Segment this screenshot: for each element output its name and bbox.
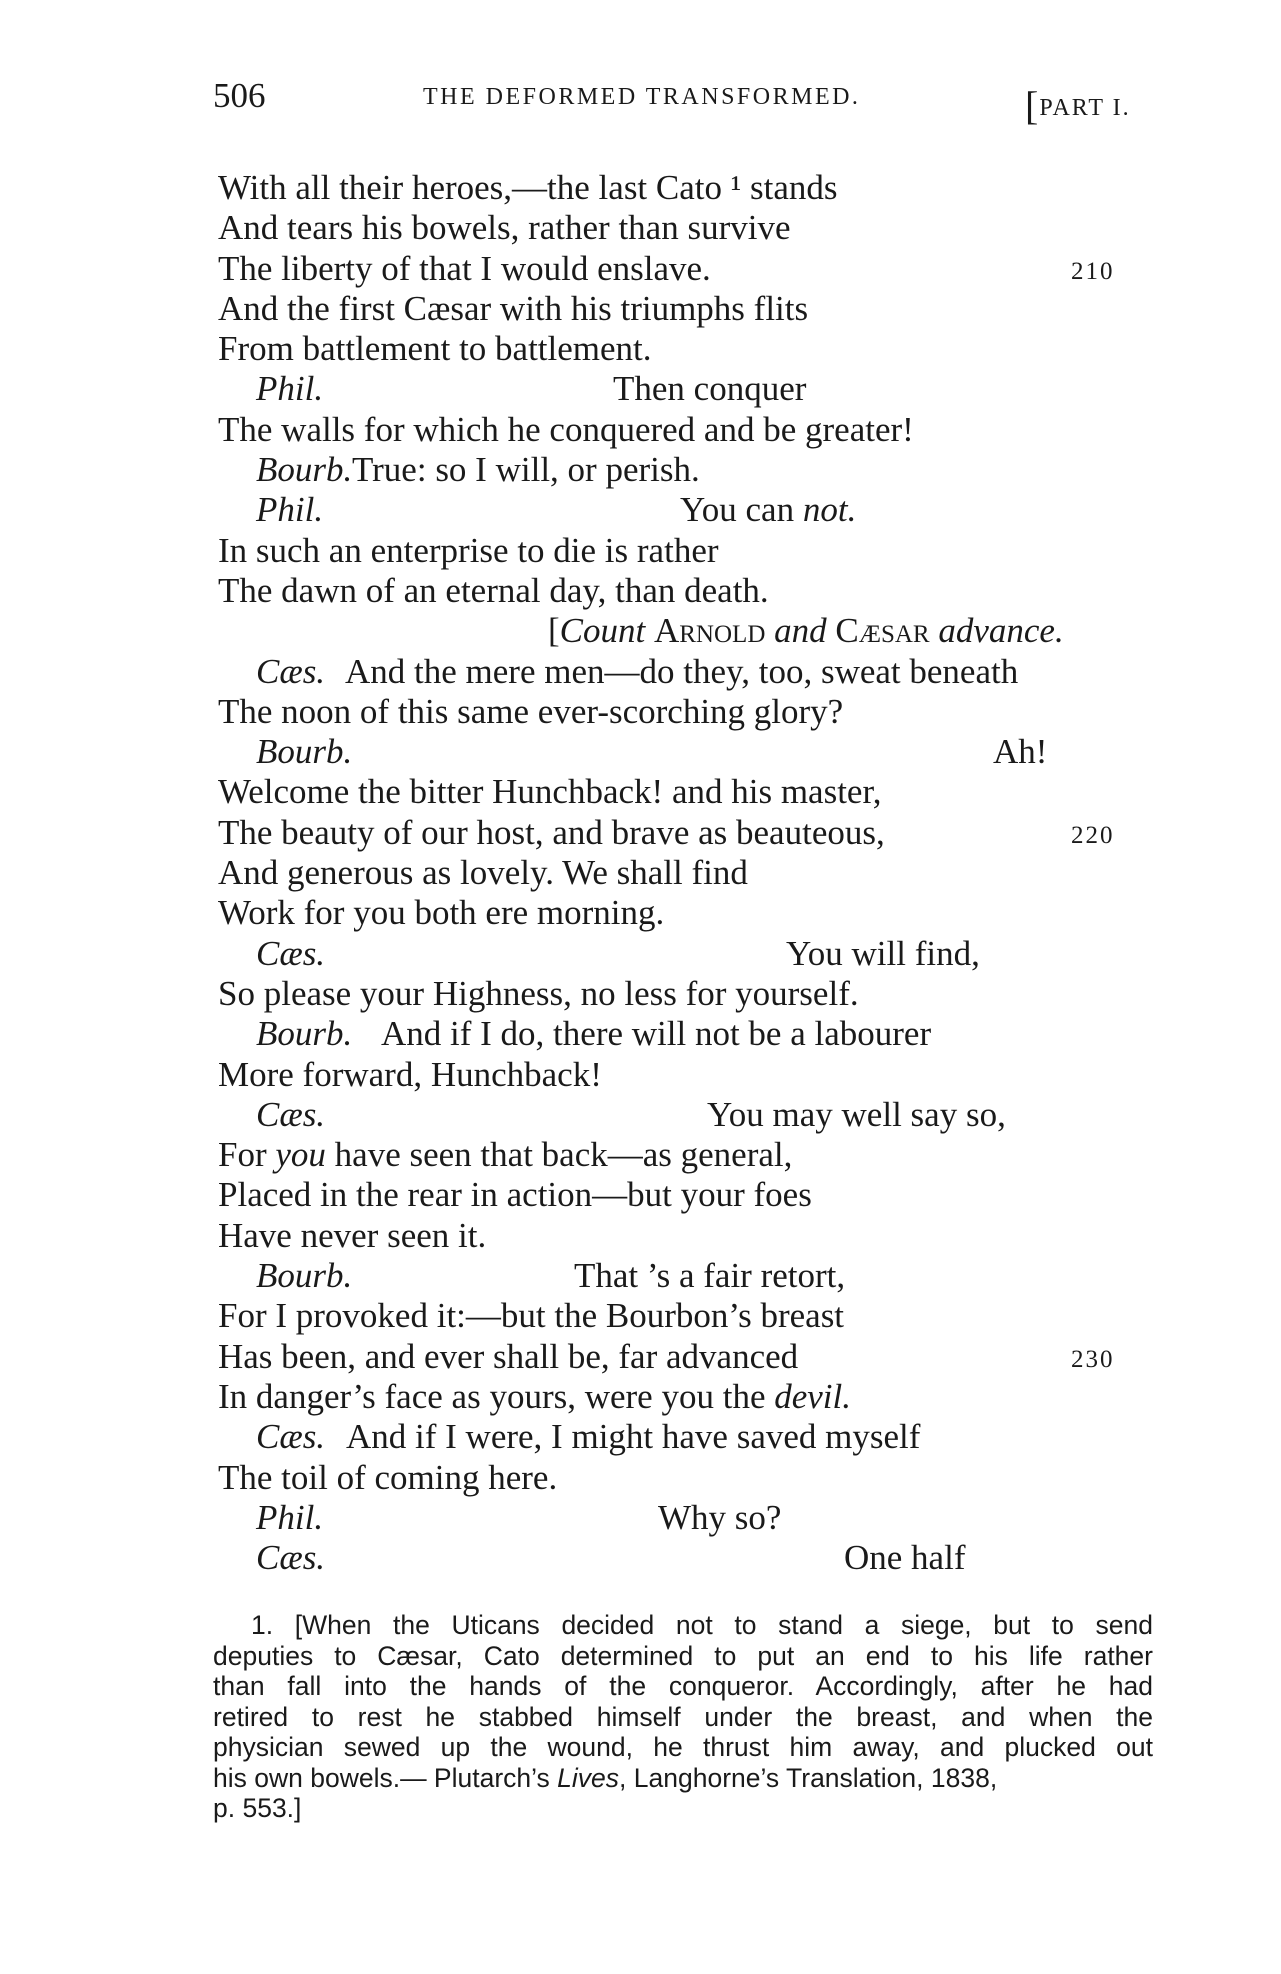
verse-line [218,893,1158,933]
verse-line [218,289,1158,329]
verse-line [218,772,1158,812]
footnote-line: physician sewed up the wound, he thrust him away, and plucked out [213,1732,1153,1762]
verse-line [218,1175,1158,1215]
character-name: Cæsar [835,611,930,651]
line-text: You will find, [786,933,980,973]
line-part: In danger’s face as yours, were you the [218,1376,775,1416]
speaker-name: Bourb. [256,1256,353,1296]
line-text: With all their heroes,—the last Cato ¹ stands [218,168,838,207]
line-text [218,1135,792,1175]
line-text: You may well say so, [707,1094,1006,1134]
emphasis: devil. [774,1376,852,1416]
speaker-name: Bourb. [256,450,353,490]
line-text: Placed in the rear in action—but your foes [218,1175,812,1215]
verse-line [218,168,1158,208]
line-text: And generous as lovely. We shall find [218,853,748,893]
verse-line [218,1135,1158,1175]
verse-line [218,369,1158,409]
speaker-name: Phil. [256,1497,324,1537]
speaker-name: Bourb. [256,732,353,772]
verse-line [218,1337,1158,1377]
page-number: 506 [213,76,266,115]
footnote [213,1610,1153,1824]
line-number: 210 [1071,257,1115,285]
line-part: have seen that back—as general, [325,1135,793,1175]
verse-line [218,1055,1158,1095]
footnote-title: Lives [557,1762,620,1793]
verse-line [218,692,1158,732]
verse-line [218,329,1158,369]
verse-line [218,853,1158,893]
line-text: That ’s a fair retort, [574,1256,846,1296]
footnote-line [213,1763,1153,1794]
line-text: The beauty of our host, and brave as beauteous, [218,812,885,852]
line-text: From battlement to battlement. [218,329,652,369]
line-number: 220 [1071,821,1115,849]
verse-line [218,652,1158,692]
direction-word: Count [559,611,646,651]
verse-line [218,732,1158,772]
line-text: The liberty of that I would enslave. [218,248,711,288]
verse-line [218,450,1158,490]
stage-direction [218,611,1158,651]
running-title: THE DEFORMED TRANSFORMED. [423,84,861,110]
speaker-name: Cæs. [256,933,326,973]
reply-part: You can [680,490,803,530]
footnote-line: deputies to Cæsar, Cato determined to put an end to his life rather [213,1640,1153,1671]
line-text: True: so I will, or perish. [352,450,700,490]
footnote-line: retired to rest he stabbed himself under the breast, and when the [213,1701,1153,1732]
line-text: And the mere men—do they, too, sweat beneath [345,651,1019,691]
direction-bracket: [ [548,611,560,651]
verse-line [218,934,1158,974]
verse-line [218,249,1158,289]
footnote-line: p. 553.] [213,1793,302,1823]
speaker-name: Bourb. [256,1014,353,1054]
verse-line [218,1538,1158,1578]
stage-direction-text [548,611,1064,651]
verse-line [218,1498,1158,1538]
verse-line [218,813,1158,853]
line-part: For [218,1135,276,1175]
speaker-name: Cæs. [256,1538,326,1578]
line-text: And if I were, I might have saved myself [346,1417,921,1457]
line-text: In such an enterprise to die is rather [218,530,719,570]
line-text [218,1377,851,1417]
verse-line [218,1095,1158,1135]
line-text: The noon of this same ever-scorching glory? [218,691,844,731]
speaker-name: Cæs. [256,651,326,691]
line-number: 230 [1071,1345,1115,1373]
line-text: And if I do, there will not be a labourer [381,1014,932,1054]
line-text [680,490,856,530]
verse-line [218,974,1158,1014]
line-text: The walls for which he conquered and be greater! [218,409,914,449]
footnote-line: 1. [When the Uticans decided not to stand a siege, but to send [251,1610,1153,1640]
verse-block [218,168,1158,1578]
verse-line [218,1296,1158,1336]
verse-line [218,1377,1158,1417]
line-text: The toil of coming here. [218,1457,558,1497]
speaker-name: Phil. [256,490,324,530]
line-text: For I provoked it:—but the Bourbon’s breast [218,1296,845,1336]
speaker-name: Phil. [256,369,324,409]
verse-line [218,1417,1158,1457]
verse-line [218,1014,1158,1054]
line-text: Then conquer [613,369,807,409]
line-text: And tears his bowels, rather than survive [218,208,791,248]
line-text: Has been, and ever shall be, far advanced [218,1336,799,1376]
line-text: Why so? [658,1497,782,1537]
line-text: Work for you both ere morning. [218,893,665,933]
verse-line [218,571,1158,611]
speaker-name: Cæs. [256,1417,326,1457]
line-text: So please your Highness, no less for yourself. [218,973,859,1013]
part-label [1025,78,1131,128]
line-text: More forward, Hunchback! [218,1054,602,1094]
direction-word: and [774,611,827,651]
part-bracket: [ [1025,83,1040,128]
emphasis: you [275,1135,326,1175]
line-text: Ah! [993,732,1048,772]
speaker-name: Cæs. [256,1094,326,1134]
verse-line [218,1216,1158,1256]
verse-line [218,208,1158,248]
line-text: And the first Cæsar with his triumphs flits [218,288,809,328]
verse-line [218,531,1158,571]
verse-line [218,410,1158,450]
line-text: One half [844,1538,966,1578]
emphasis: not. [802,490,857,530]
character-name: Arnold [653,611,766,651]
verse-line [218,1256,1158,1296]
verse-line [218,1458,1158,1498]
running-header [213,76,1153,128]
part-text: PART I. [1039,95,1131,121]
line-text: The dawn of an eternal day, than death. [218,570,769,610]
line-text: Have never seen it. [218,1215,487,1255]
footnote-part: , Langhorne’s Translation, 1838, [619,1762,998,1793]
footnote-line: than fall into the hands of the conqueror. Accordingly, after he had [213,1671,1153,1701]
direction-word: advance. [938,611,1064,651]
footnote-part: his own bowels.— Plutarch’s [213,1762,558,1793]
line-text: Welcome the bitter Hunchback! and his master, [218,772,882,812]
verse-line [218,490,1158,530]
